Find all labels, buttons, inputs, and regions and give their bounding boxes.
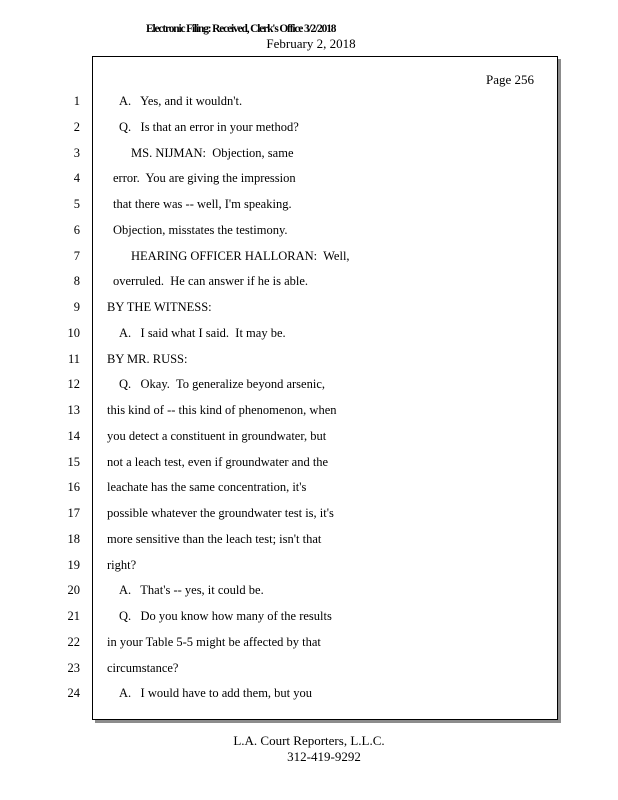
line-number: 18 bbox=[67, 531, 80, 546]
line-text: BY MR. RUSS: bbox=[107, 351, 188, 366]
line-text: Q. Do you know how many of the results bbox=[119, 609, 332, 623]
line-text: this kind of -- this kind of phenomenon, when bbox=[107, 403, 337, 417]
line-number: 4 bbox=[73, 171, 80, 186]
line-text: Q. Okay. To generalize beyond arsenic, bbox=[119, 377, 325, 392]
line-number: 3 bbox=[73, 145, 80, 160]
page-number: Page 256 bbox=[486, 72, 535, 87]
line-number: 6 bbox=[73, 222, 80, 237]
line-number: 10 bbox=[67, 325, 80, 340]
line-number: 13 bbox=[67, 403, 80, 417]
line-number: 5 bbox=[73, 197, 80, 211]
court-reporter-phone: 312-419-9292 bbox=[287, 749, 361, 764]
line-number: 19 bbox=[67, 557, 80, 572]
line-number: 24 bbox=[67, 686, 80, 701]
line-text: HEARING OFFICER HALLORAN: Well, bbox=[131, 248, 350, 263]
electronic-filing-stamp: Electronic Filing: Received, Clerk's Office 3/2/2018 bbox=[146, 21, 336, 35]
court-reporter-name: L.A. Court Reporters, L.L.C. bbox=[233, 733, 385, 748]
line-number: 2 bbox=[73, 119, 80, 134]
line-text: A. I said what I said. It may be. bbox=[119, 325, 286, 340]
line-number: 20 bbox=[67, 583, 80, 598]
line-text: circumstance? bbox=[107, 660, 179, 675]
line-number: 21 bbox=[67, 609, 80, 623]
line-number: 12 bbox=[67, 377, 80, 392]
line-number: 16 bbox=[67, 480, 80, 495]
line-number: 1 bbox=[73, 94, 80, 108]
filing-date: February 2, 2018 bbox=[266, 36, 356, 51]
line-number: 14 bbox=[67, 428, 80, 443]
line-text: A. That's -- yes, it could be. bbox=[119, 583, 264, 598]
line-number: 11 bbox=[67, 351, 80, 366]
line-text: you detect a constituent in groundwater, but bbox=[107, 428, 327, 443]
line-text: MS. NIJMAN: Objection, same bbox=[131, 145, 294, 160]
line-number: 23 bbox=[67, 660, 80, 675]
line-number: 22 bbox=[67, 634, 80, 649]
line-number: 9 bbox=[73, 300, 80, 314]
line-number: 15 bbox=[67, 454, 80, 469]
line-text: overruled. He can answer if he is able. bbox=[113, 274, 309, 289]
line-text: Q. Is that an error in your method? bbox=[119, 119, 299, 134]
line-text: possible whatever the groundwater test is, it's bbox=[107, 506, 334, 520]
line-text: right? bbox=[107, 557, 137, 572]
line-text: error. You are giving the impression bbox=[113, 171, 296, 186]
line-number: 8 bbox=[73, 274, 80, 289]
line-number: 17 bbox=[67, 506, 80, 520]
line-text: A. Yes, and it wouldn't. bbox=[119, 94, 243, 108]
line-text: not a leach test, even if groundwater and the bbox=[107, 454, 329, 469]
line-number: 7 bbox=[73, 248, 80, 263]
line-text: A. I would have to add them, but you bbox=[119, 686, 313, 701]
line-text: more sensitive than the leach test; isn't that bbox=[107, 531, 322, 546]
line-text: in your Table 5-5 might be affected by that bbox=[107, 634, 321, 649]
line-text: leachate has the same concentration, it's bbox=[107, 480, 307, 495]
line-text: BY THE WITNESS: bbox=[107, 300, 212, 314]
line-text: Objection, misstates the testimony. bbox=[113, 222, 288, 237]
line-text: that there was -- well, I'm speaking. bbox=[113, 197, 292, 211]
